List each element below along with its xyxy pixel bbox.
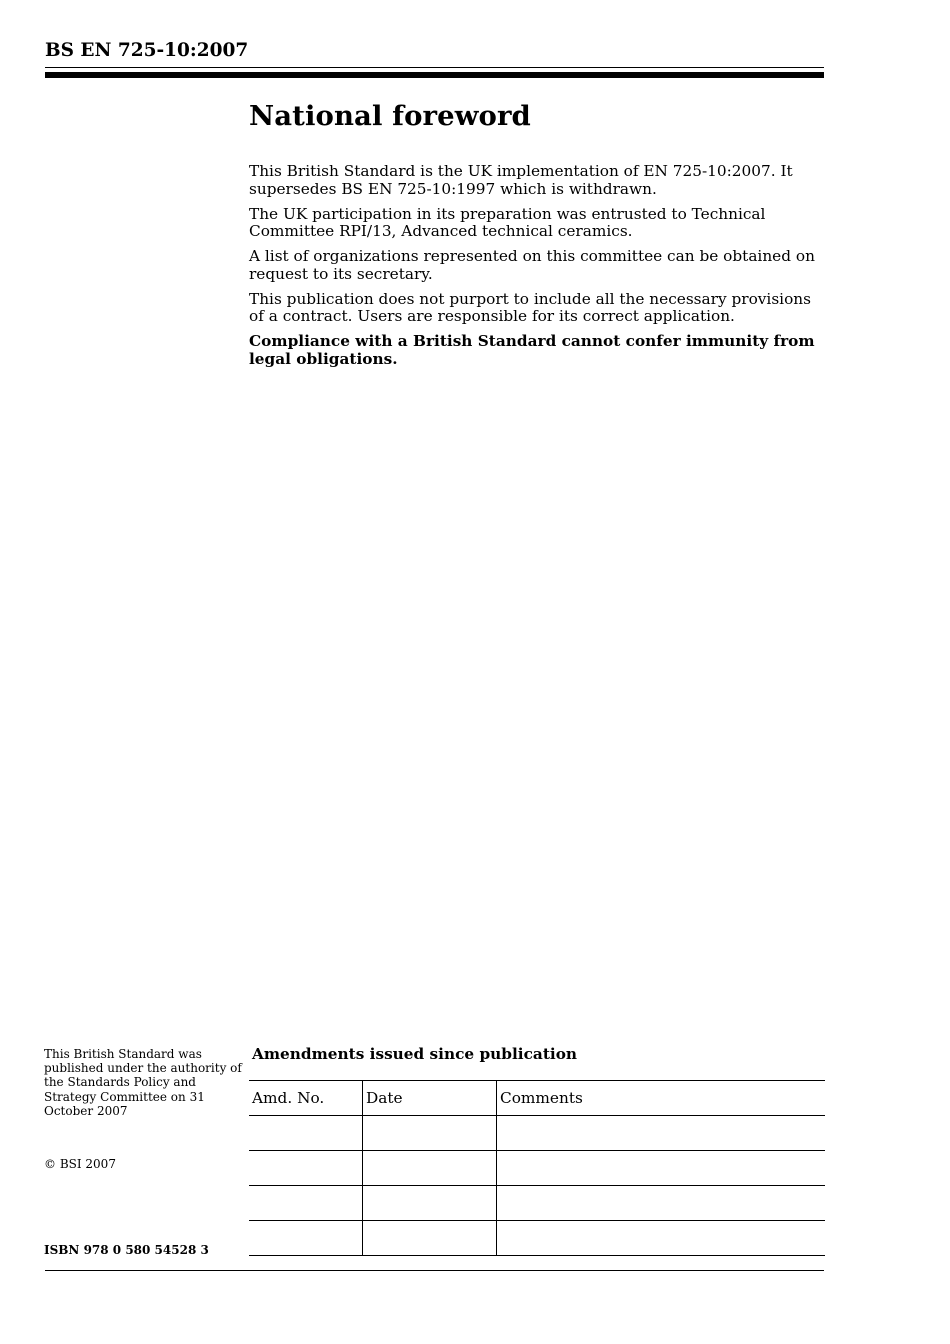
paragraph-committee: The UK participation in its preparation was entrusted to Technical Committee RPI/13, Advanced technical ceramics. xyxy=(249,204,766,240)
table-cell xyxy=(363,1116,497,1151)
table-cell xyxy=(249,1116,363,1151)
table-row xyxy=(249,1116,825,1151)
table-cell xyxy=(497,1221,826,1256)
table-cell xyxy=(249,1151,363,1186)
table-header-row xyxy=(249,1081,825,1116)
footer-rule xyxy=(45,1270,824,1271)
column-header-date: Date xyxy=(363,1081,497,1116)
table-cell xyxy=(363,1186,497,1221)
page-title: National foreword xyxy=(249,100,531,132)
compliance-note: Compliance with a British Standard cannot confer immunity from legal obligations. xyxy=(249,332,815,368)
paragraph-implementation: This British Standard is the UK implementation of EN 725-10:2007. It supersedes BS EN 725-10:1997 which is withdrawn. xyxy=(249,162,793,198)
isbn: ISBN 978 0 580 54528 3 xyxy=(44,1243,209,1257)
foreword-body xyxy=(249,163,829,376)
table-cell xyxy=(497,1151,826,1186)
amendments-heading: Amendments issued since publication xyxy=(252,1045,578,1063)
column-header-comments: Comments xyxy=(497,1081,826,1116)
table-cell xyxy=(249,1221,363,1256)
table-row xyxy=(249,1151,825,1186)
header-rule-thick xyxy=(45,72,824,78)
table-cell xyxy=(497,1116,826,1151)
publication-note: This British Standard was published under the authority of the Standards Policy and Strategy Committee on 31 October 2007 xyxy=(44,1047,242,1118)
table-row xyxy=(249,1221,825,1256)
table-cell xyxy=(363,1221,497,1256)
column-header-amd-no: Amd. No. xyxy=(249,1081,363,1116)
amendments-table xyxy=(249,1080,825,1256)
table-row xyxy=(249,1186,825,1221)
copyright-notice: © BSI 2007 xyxy=(44,1157,116,1171)
paragraph-organizations: A list of organizations represented on this committee can be obtained on request to its secretary. xyxy=(249,247,815,283)
table-cell xyxy=(249,1186,363,1221)
header-rule-thin xyxy=(45,67,824,68)
table-cell xyxy=(497,1186,826,1221)
paragraph-provisions: This publication does not purport to include all the necessary provisions of a contract. Users are responsible for its correct application. xyxy=(249,289,811,325)
standard-code: BS EN 725-10:2007 xyxy=(45,40,249,61)
table-cell xyxy=(363,1151,497,1186)
